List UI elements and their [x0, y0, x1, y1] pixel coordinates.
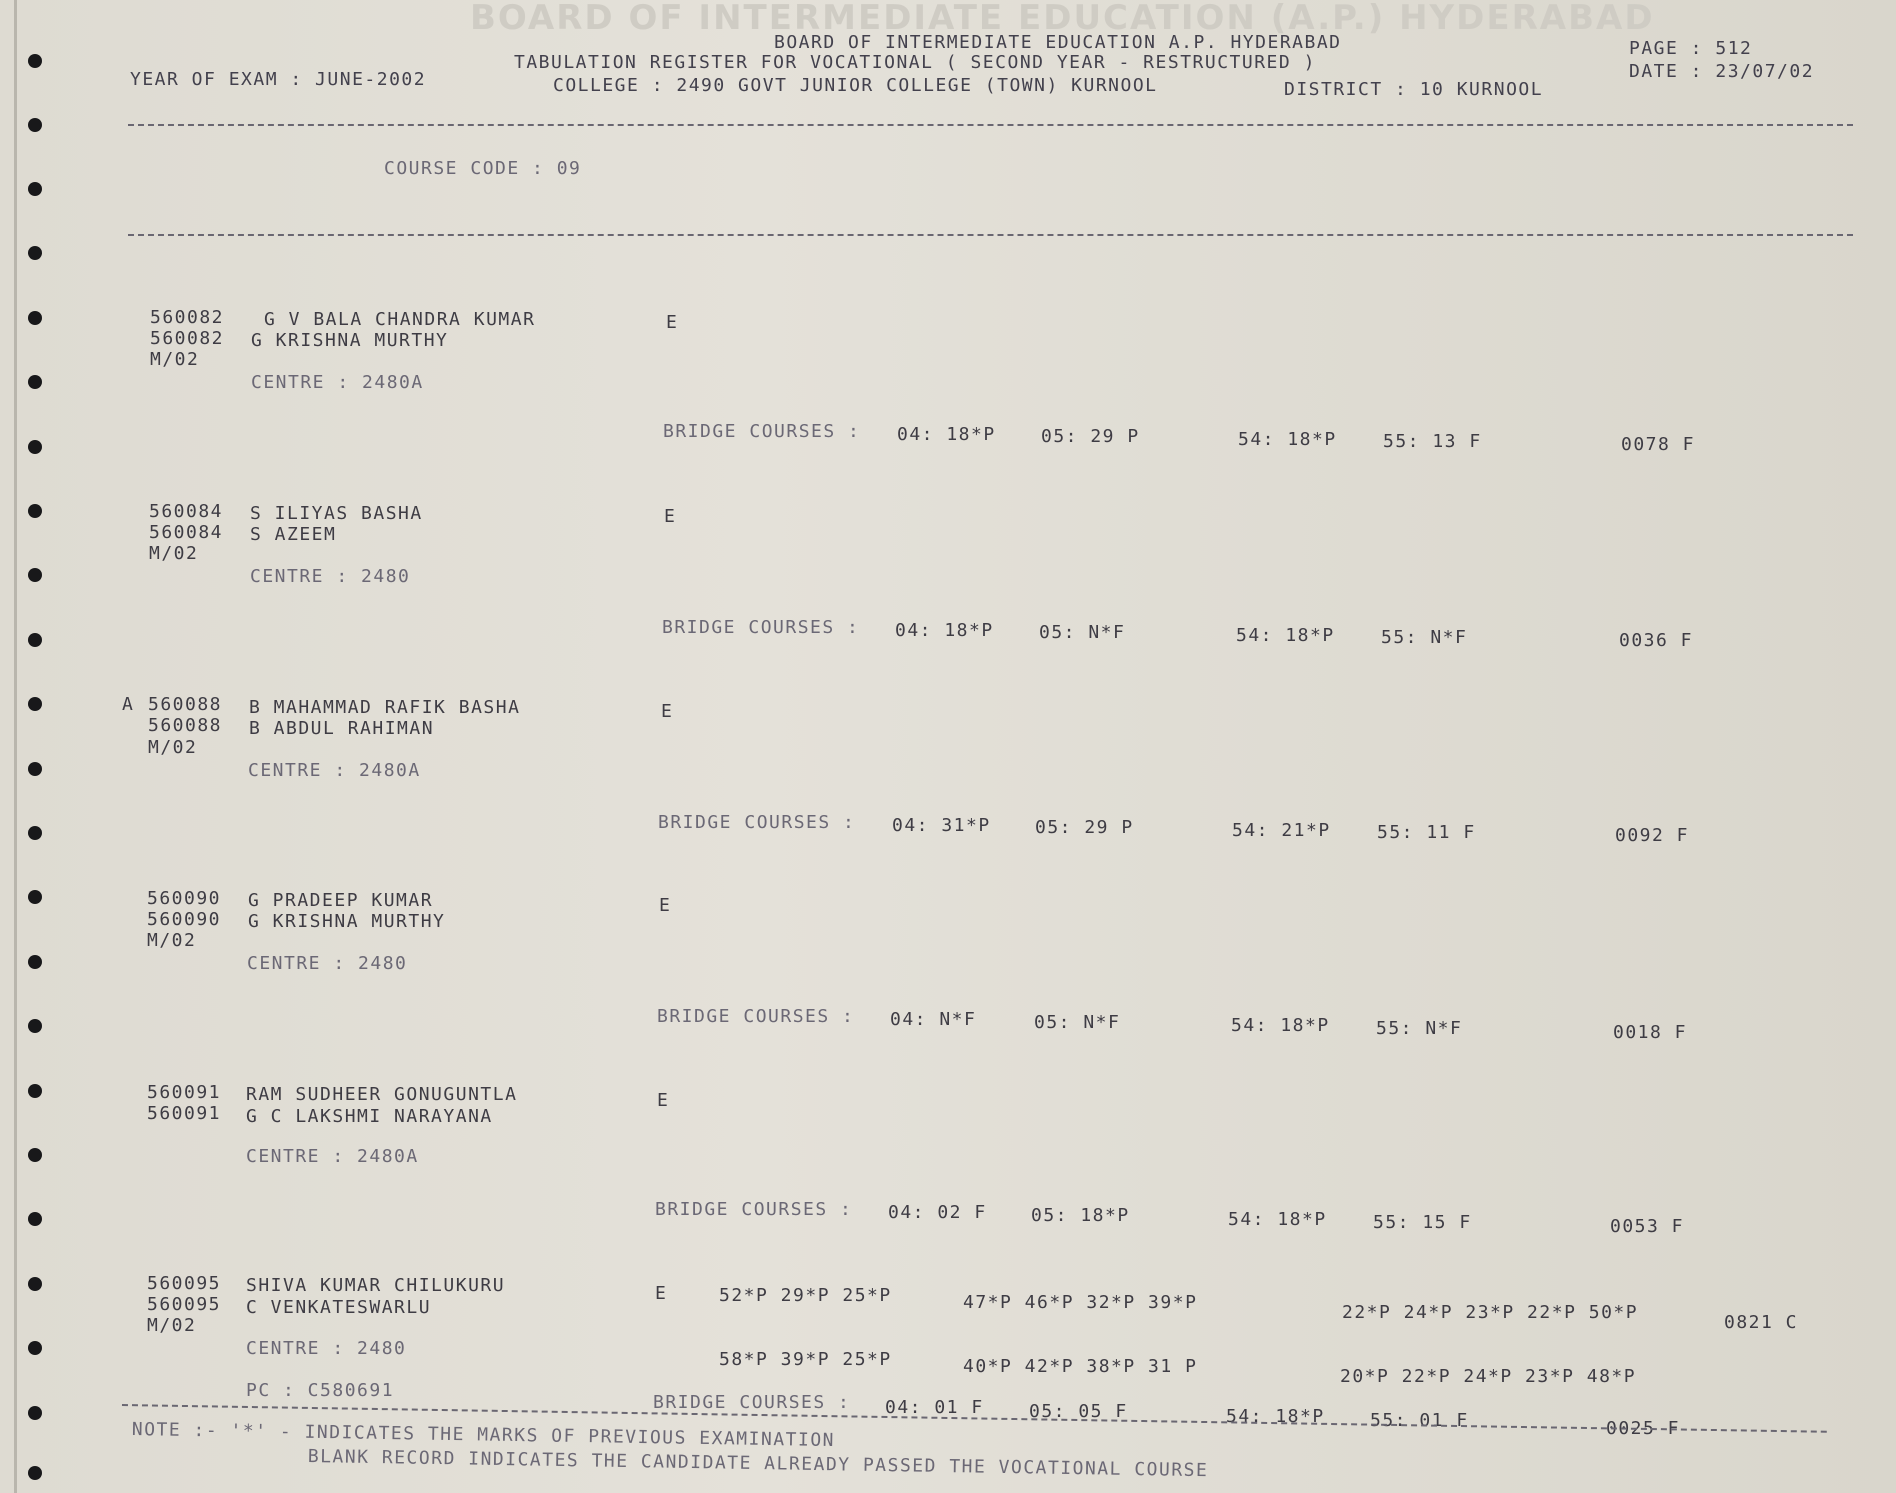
punch-hole-icon: [28, 1084, 42, 1098]
bridge-05: 05: 29 P: [1035, 817, 1134, 838]
bridge-05: 05: 05 F: [1029, 1401, 1128, 1422]
bridge-55: 55: 15 F: [1373, 1212, 1472, 1233]
exam-centre: CENTRE : 2480: [246, 1338, 407, 1359]
left-margin-line: [14, 0, 17, 1493]
bridge-04: 04: 18*P: [897, 424, 996, 445]
punch-hole-icon: [28, 955, 42, 969]
exam-session: M/02: [149, 543, 199, 564]
punch-hole-icon: [28, 118, 42, 132]
result-status: E: [666, 312, 679, 333]
bridge-54: 54: 18*P: [1226, 1406, 1325, 1427]
hall-ticket-number-2: 560095: [147, 1294, 222, 1315]
candidate-name: RAM SUDHEER GONUGUNTLA: [246, 1084, 518, 1105]
grand-total: 0821 C: [1724, 1312, 1799, 1333]
course-code: COURSE CODE : 09: [384, 158, 582, 179]
punch-hole-icon: [28, 504, 42, 518]
print-date: DATE : 23/07/02: [1629, 61, 1815, 82]
bridge-54: 54: 21*P: [1232, 820, 1331, 841]
bridge-54: 54: 18*P: [1238, 429, 1337, 450]
note-blank-record: BLANK RECORD INDICATES THE CANDIDATE ALREADY PASSED THE VOCATIONAL COURSE: [307, 1446, 1209, 1482]
punch-hole-icon: [28, 440, 42, 454]
bridge-04: 04: 01 F: [885, 1397, 984, 1418]
punch-hole-icon: [28, 1212, 42, 1226]
father-name: G KRISHNA MURTHY: [251, 330, 449, 351]
father-name: S AZEEM: [250, 524, 337, 545]
hall-ticket-number-2: 560084: [149, 522, 224, 543]
bridge-total: 0018 F: [1613, 1022, 1688, 1043]
bridge-courses-label: BRIDGE COURSES :: [657, 1006, 855, 1027]
note-star: NOTE :- '*' - INDICATES THE MARKS OF PREVIOUS EXAMINATION: [131, 1419, 836, 1452]
punch-hole-icon: [28, 246, 42, 260]
bridge-05: 05: 29 P: [1041, 426, 1140, 447]
father-name: G KRISHNA MURTHY: [248, 911, 446, 932]
header-divider: [128, 124, 1853, 126]
bridge-courses-label: BRIDGE COURSES :: [655, 1199, 853, 1220]
bridge-04: 04: N*F: [890, 1009, 977, 1030]
exam-session: M/02: [147, 1315, 197, 1336]
hall-ticket-number: 560095: [147, 1273, 222, 1294]
marks-row2-group-b: 40*P 42*P 38*P 31 P: [963, 1356, 1198, 1377]
result-status: E: [659, 895, 672, 916]
punch-hole-icon: [28, 826, 42, 840]
bridge-courses-label: BRIDGE COURSES :: [653, 1392, 851, 1413]
bridge-04: 04: 02 F: [888, 1202, 987, 1223]
marks-row1-group-b: 47*P 46*P 32*P 39*P: [963, 1292, 1198, 1313]
result-status: E: [664, 506, 677, 527]
hall-ticket-number-2: 560088: [148, 715, 223, 736]
bridge-55: 55: N*F: [1381, 627, 1468, 648]
bridge-55: 55: N*F: [1376, 1018, 1463, 1039]
bridge-total: 0025 F: [1606, 1418, 1681, 1439]
punch-hole-icon: [28, 762, 42, 776]
bridge-05: 05: N*F: [1039, 622, 1126, 643]
hall-ticket-number: 560082: [150, 307, 225, 328]
result-status: E: [657, 1090, 670, 1111]
bridge-total: 0036 F: [1619, 630, 1694, 651]
hall-ticket-number: 560088: [148, 694, 223, 715]
candidate-name: B MAHAMMAD RAFIK BASHA: [249, 697, 521, 718]
result-status: E: [661, 701, 674, 722]
bridge-54: 54: 18*P: [1236, 625, 1335, 646]
bridge-courses-label: BRIDGE COURSES :: [658, 812, 856, 833]
bridge-total: 0078 F: [1621, 434, 1696, 455]
punch-hole-icon: [28, 375, 42, 389]
bridge-55: 55: 13 F: [1383, 431, 1482, 452]
punch-hole-icon: [28, 697, 42, 711]
bridge-05: 05: 18*P: [1031, 1205, 1130, 1226]
punch-hole-icon: [28, 1406, 42, 1420]
hall-ticket-number-2: 560091: [147, 1103, 222, 1124]
hall-ticket-number: 560090: [147, 888, 222, 909]
punch-hole-icon: [28, 54, 42, 68]
punch-hole-icon: [28, 311, 42, 325]
result-status: E: [655, 1283, 668, 1304]
punch-hole-icon: [28, 568, 42, 582]
exam-centre: CENTRE : 2480A: [246, 1146, 419, 1167]
hall-ticket-number: 560084: [149, 501, 224, 522]
college-line: COLLEGE : 2490 GOVT JUNIOR COLLEGE (TOWN) KURNOOL: [553, 75, 1158, 96]
exam-centre: CENTRE : 2480A: [251, 372, 424, 393]
year-of-exam: YEAR OF EXAM : JUNE-2002: [130, 69, 427, 90]
hall-ticket-number-2: 560082: [150, 328, 225, 349]
punch-hole-icon: [28, 1277, 42, 1291]
bridge-54: 54: 18*P: [1231, 1015, 1330, 1036]
candidate-name: G PRADEEP KUMAR: [248, 890, 434, 911]
hall-ticket-number: 560091: [147, 1082, 222, 1103]
father-name: B ABDUL RAHIMAN: [249, 718, 435, 739]
exam-centre: CENTRE : 2480: [250, 566, 411, 587]
candidate-name: S ILIYAS BASHA: [250, 503, 423, 524]
bridge-04: 04: 18*P: [895, 620, 994, 641]
punch-hole-icon: [28, 633, 42, 647]
exam-session: M/02: [148, 737, 198, 758]
bridge-courses-label: BRIDGE COURSES :: [663, 421, 861, 442]
punch-hole-icon: [28, 1019, 42, 1033]
father-name: C VENKATESWARLU: [246, 1297, 432, 1318]
father-name: G C LAKSHMI NARAYANA: [246, 1106, 493, 1127]
district-line: DISTRICT : 10 KURNOOL: [1284, 79, 1544, 100]
exam-session: M/02: [150, 349, 200, 370]
candidate-name: G V BALA CHANDRA KUMAR: [264, 309, 536, 330]
bridge-55: 55: 01 F: [1370, 1410, 1469, 1431]
pc-number: PC : C580691: [246, 1380, 395, 1401]
punch-hole-icon: [28, 1148, 42, 1162]
marks-row2-group-a: 58*P 39*P 25*P: [719, 1349, 892, 1370]
bridge-54: 54: 18*P: [1228, 1209, 1327, 1230]
marks-row2-group-c: 20*P 22*P 24*P 23*P 48*P: [1340, 1366, 1637, 1387]
punch-hole-icon: [28, 182, 42, 196]
exam-centre: CENTRE : 2480: [247, 953, 408, 974]
bridge-courses-label: BRIDGE COURSES :: [662, 617, 860, 638]
hall-ticket-number-2: 560090: [147, 909, 222, 930]
exam-session: M/02: [147, 930, 197, 951]
marks-row1-group-a: 52*P 29*P 25*P: [719, 1285, 892, 1306]
record-flag: A: [122, 694, 135, 715]
bridge-55: 55: 11 F: [1377, 822, 1476, 843]
exam-centre: CENTRE : 2480A: [248, 760, 421, 781]
page-number: PAGE : 512: [1629, 38, 1753, 59]
marks-row1-group-c: 22*P 24*P 23*P 22*P 50*P: [1342, 1302, 1639, 1323]
bridge-04: 04: 31*P: [892, 815, 991, 836]
candidate-name: SHIVA KUMAR CHILUKURU: [246, 1275, 506, 1296]
punch-hole-icon: [28, 890, 42, 904]
bridge-total: 0092 F: [1615, 825, 1690, 846]
register-title: TABULATION REGISTER FOR VOCATIONAL ( SECOND YEAR - RESTRUCTURED ): [514, 52, 1316, 73]
bleed-through-text: BOARD OF INTERMEDIATE EDUCATION (A.P.) HYDERABAD: [470, 0, 1655, 38]
bridge-total: 0053 F: [1610, 1216, 1685, 1237]
punch-hole-icon: [28, 1341, 42, 1355]
board-title: BOARD OF INTERMEDIATE EDUCATION A.P. HYDERABAD: [774, 32, 1342, 53]
bridge-05: 05: N*F: [1034, 1012, 1121, 1033]
punch-hole-icon: [28, 1466, 42, 1480]
course-divider: [128, 234, 1853, 236]
